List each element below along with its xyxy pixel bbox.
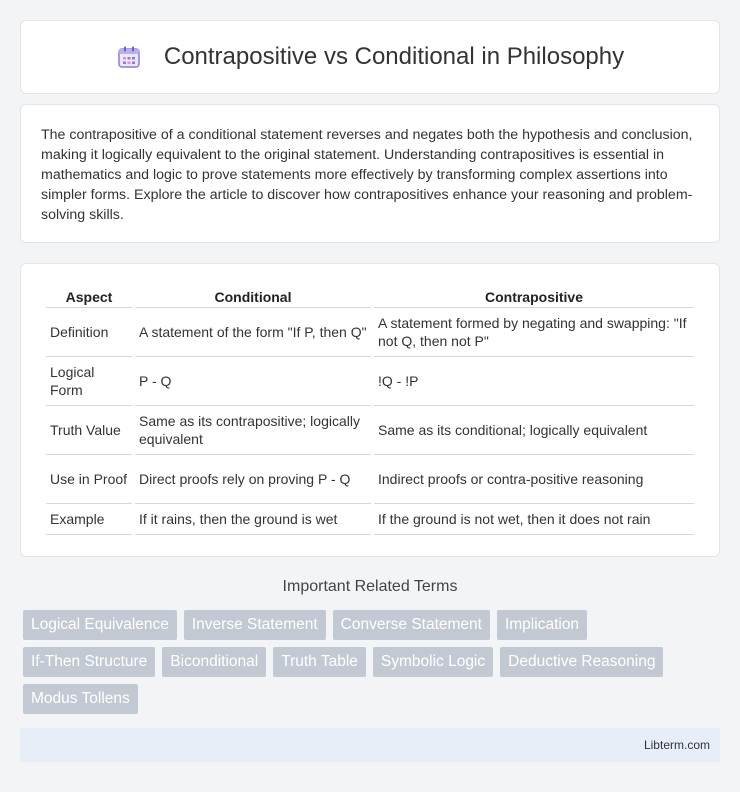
tag-biconditional[interactable]: Biconditional: [162, 647, 266, 677]
table-row: [46, 455, 694, 504]
table-cell: A statement of the form "If P, then Q": [135, 308, 371, 357]
page-title: Contrapositive vs Conditional in Philosophy: [163, 43, 625, 70]
header-card: [20, 20, 720, 94]
table-header-row: [46, 284, 694, 308]
tag-truth-table[interactable]: Truth Table: [273, 647, 366, 677]
table-cell: P - Q: [135, 357, 371, 406]
related-terms-tags: [23, 610, 723, 714]
table-row: [46, 357, 694, 406]
tag-symbolic-logic[interactable]: Symbolic Logic: [373, 647, 493, 677]
table-row: [46, 504, 694, 535]
tag-deductive-reasoning[interactable]: Deductive Reasoning: [500, 647, 663, 677]
tag-logical-equivalence[interactable]: Logical Equivalence: [23, 610, 177, 640]
table-cell: Direct proofs rely on proving P - Q: [135, 455, 371, 504]
tag-implication[interactable]: Implication: [497, 610, 587, 640]
table-cell: Definition: [46, 308, 132, 357]
table-cell: If the ground is not wet, then it does not rain: [374, 504, 694, 535]
table-cell: Truth Value: [46, 406, 132, 455]
footer-site-link[interactable]: Libterm.com: [643, 738, 710, 752]
tag-if-then-structure[interactable]: If-Then Structure: [23, 647, 155, 677]
table-cell: Same as its contrapositive; logically equivalent: [135, 406, 371, 455]
related-terms-title: Important Related Terms: [282, 578, 458, 595]
table-cell: A statement formed by negating and swapping: "If not Q, then not P": [374, 308, 694, 357]
table-cell: Indirect proofs or contra-positive reasoning: [374, 455, 694, 504]
tag-converse-statement[interactable]: Converse Statement: [333, 610, 490, 640]
calendar-icon: [116, 44, 142, 70]
header-contrapositive: Contrapositive: [374, 284, 694, 308]
table-cell: Same as its conditional; logically equivalent: [374, 406, 694, 455]
header-aspect: Aspect: [46, 284, 132, 308]
table-cell: Example: [46, 504, 132, 535]
table-cell: If it rains, then the ground is wet: [135, 504, 371, 535]
footer: [20, 728, 720, 762]
comparison-table: [43, 284, 697, 535]
table-cell: Logical Form: [46, 357, 132, 406]
table-row: [46, 308, 694, 357]
intro-card: [20, 104, 720, 243]
header-conditional: Conditional: [135, 284, 371, 308]
intro-text: The contrapositive of a conditional statement reverses and negates both the hypothesis and conclusion, making it logically equivalent to the original statement. Understanding contrapositives is essential in mathematics and logic to prove statements more effectively by transforming complex assertions into simpler forms. Explore the article to discover how contrapositives enhance your reasoning and problem-solving skills.: [41, 127, 693, 223]
table-cell: !Q - !P: [374, 357, 694, 406]
table-cell: Use in Proof: [46, 455, 132, 504]
table-row: [46, 406, 694, 455]
tag-inverse-statement[interactable]: Inverse Statement: [184, 610, 326, 640]
tag-modus-tollens[interactable]: Modus Tollens: [23, 684, 138, 714]
comparison-table-card: [20, 263, 720, 557]
